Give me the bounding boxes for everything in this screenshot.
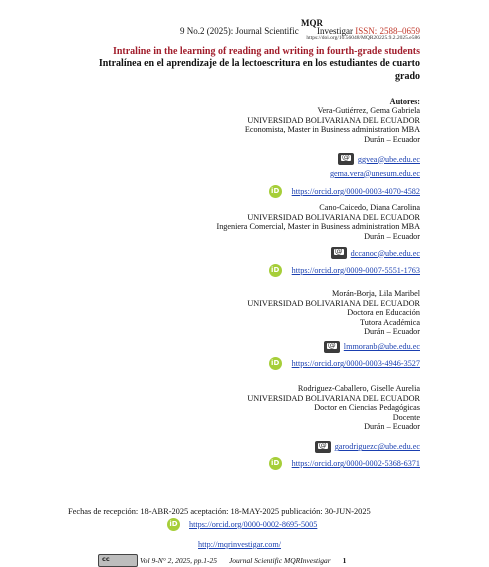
email-link[interactable]: garodriguezc@ube.edu.ec (334, 442, 420, 452)
orcid-icon: iD (269, 357, 282, 370)
author-name: Vera-Gutiérrez, Gema Gabriela (317, 106, 420, 115)
orcid-icon: iD (269, 264, 282, 277)
mqr-logo-icon: MQR (300, 18, 323, 28)
author-role: Docente (392, 412, 420, 422)
email-row (120, 340, 420, 354)
author-block (120, 203, 420, 277)
journal-website-link[interactable]: http://mqrinvestigar.com/ (198, 540, 282, 549)
author-location: Durán – Ecuador (364, 134, 420, 144)
email-link[interactable]: lmmoranb@ube.edu.ec (343, 342, 420, 352)
author-institution: UNIVERSIDAD BOLIVARIANA DEL ECUADOR (247, 212, 420, 222)
author-institution: UNIVERSIDAD BOLIVARIANA DEL ECUADOR (247, 115, 420, 125)
email-icon (324, 341, 340, 353)
doi-link[interactable]: https://doi.org/10.56048/MQR20225.9.2.2025.e586 (306, 35, 420, 41)
author-location: Durán – Ecuador (364, 327, 420, 337)
orcid-link[interactable]: https://orcid.org/0009-0007-5551-1763 (291, 265, 420, 275)
title-english: Intraline in the learning of reading and writing in fourth-grade students (112, 46, 420, 57)
email-row (120, 166, 420, 180)
footer-volume: Vol 9-N° 2, 2025, pp.1-25 (140, 556, 217, 565)
author-block (120, 289, 420, 371)
orcid-row (120, 263, 420, 277)
orcid-link[interactable]: https://orcid.org/0000-0003-4070-4582 (291, 186, 420, 196)
orcid-icon: iD (167, 518, 180, 531)
author-institution: UNIVERSIDAD BOLIVARIANA DEL ECUADOR (247, 298, 420, 308)
orcid-icon: iD (269, 185, 282, 198)
authors-label: Autores: (389, 97, 420, 106)
footer-journal: Journal Scientific MQRInvestigar (228, 556, 331, 565)
page-number: 1 (342, 556, 347, 565)
citation-header (180, 18, 420, 36)
author-role: Doctor en Ciencias Pedagógicas (314, 403, 420, 413)
orcid-row (120, 357, 420, 371)
orcid-link[interactable]: https://orcid.org/0000-0002-5368-6371 (291, 459, 420, 469)
page-footer (98, 554, 346, 567)
publication-dates: Fechas de recepción: 18-ABR-2025 aceptación: 18-MAY-2025 publicación: 30-JUN-2025 (68, 507, 371, 516)
orcid-icon: iD (269, 457, 282, 470)
title-spanish: Intralínea en el aprendizaje de la lectoescritura en los estudiantes de cuarto grado (98, 58, 420, 82)
author-location: Durán – Ecuador (364, 231, 420, 241)
author-name: Rodriguez-Caballero, Giselle Aurelia (297, 384, 420, 393)
author-role: Economista, Master in Business administration MBA (244, 125, 420, 135)
email-row (120, 246, 420, 260)
editor-orcid-link[interactable]: https://orcid.org/0000-0002-8695-5005 (189, 520, 318, 529)
orcid-row (120, 457, 420, 471)
orcid-row (120, 184, 420, 198)
editor-orcid-row (167, 518, 317, 531)
citation-suffix: Investigar (316, 26, 353, 36)
email-icon (338, 153, 354, 165)
author-name: Morán-Borja, Lila Maribel (332, 289, 420, 298)
author-location: Durán – Ecuador (364, 422, 420, 432)
email-link[interactable]: dccanoc@ube.edu.ec (350, 248, 420, 258)
author-role: Tutora Académica (360, 317, 420, 327)
email-link[interactable]: ggvea@ube.edu.ec (357, 154, 420, 164)
email-icon (315, 441, 331, 453)
author-block (120, 384, 420, 471)
email-row (120, 152, 420, 166)
author-role: Doctora en Educación (347, 308, 420, 318)
orcid-link[interactable]: https://orcid.org/0000-0003-4946-3527 (291, 359, 420, 369)
creative-commons-icon: cc (98, 554, 138, 567)
author-name: Cano-Caicedo, Diana Carolina (319, 203, 420, 212)
author-role: Ingeniera Comercial, Master in Business administration MBA (216, 222, 420, 232)
citation-prefix: 9 No.2 (2025): Journal Scientific (180, 26, 299, 36)
email-icon (331, 247, 347, 259)
author-institution: UNIVERSIDAD BOLIVARIANA DEL ECUADOR (247, 393, 420, 403)
author-block (120, 106, 420, 198)
email-link[interactable]: gema.vera@unesum.edu.ec (329, 168, 420, 178)
issn: ISSN: 2588–0659 (355, 26, 420, 36)
email-row (120, 440, 420, 454)
